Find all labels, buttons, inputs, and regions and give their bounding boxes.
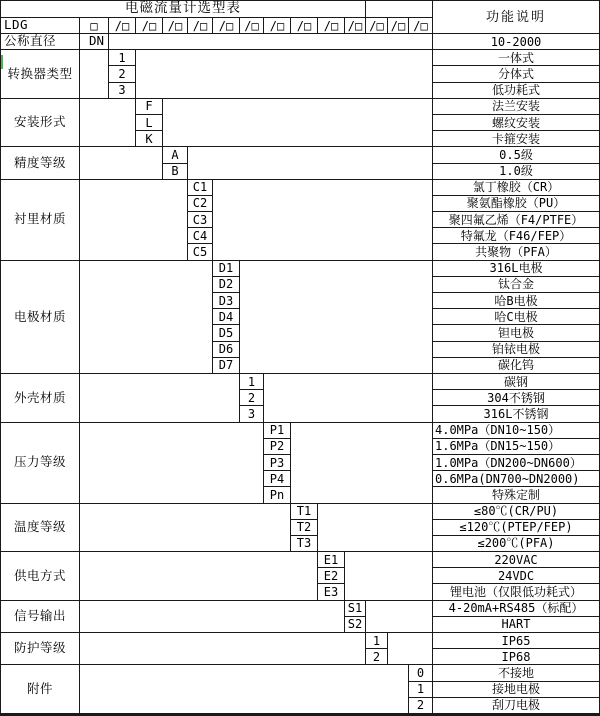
code-cell: P4 [264, 471, 291, 487]
model-slot-box: /□ [240, 18, 264, 34]
model-slot-box: /□ [213, 18, 240, 34]
code-cell: P3 [264, 455, 291, 471]
code-cell: D5 [213, 325, 240, 341]
group-label: 外壳材质 [1, 374, 80, 423]
code-cell: P1 [264, 423, 291, 439]
code-cell: 2 [366, 649, 388, 665]
desc-cell: 304不锈钢 [433, 390, 599, 406]
desc-cell: 特殊定制 [433, 487, 599, 503]
desc-cell: 哈C电极 [433, 309, 599, 325]
group-label: 附件 [1, 665, 80, 714]
table-title: 电磁流量计选型表 [1, 1, 366, 18]
desc-cell: 卡箍安装 [433, 131, 599, 147]
desc-cell: ≤200℃(PFA) [433, 536, 599, 552]
group-label: 压力等级 [1, 423, 80, 504]
code-cell: D6 [213, 342, 240, 358]
empty-span-cell [80, 601, 345, 633]
model-first-box: □ [80, 18, 109, 34]
code-cell: 2 [409, 698, 433, 714]
desc-cell: ≤120℃(PTEP/FEP) [433, 520, 599, 536]
code-cell: C5 [188, 244, 213, 260]
code-cell: T1 [291, 504, 318, 520]
empty-span-cell [80, 50, 109, 99]
empty-span-cell [318, 504, 433, 553]
model-slot-box: /□ [318, 18, 345, 34]
code-cell: 3 [109, 83, 136, 99]
group-label: 电极材质 [1, 261, 80, 374]
desc-cell: 低功耗式 [433, 83, 599, 99]
empty-span-cell [345, 552, 433, 601]
group-label: 安装形式 [1, 99, 80, 148]
empty-span-cell [80, 261, 213, 374]
empty-span-cell [80, 423, 264, 504]
desc-cell: ≤80℃(CR/PU) [433, 504, 599, 520]
code-cell: E1 [318, 552, 345, 568]
code-cell: 1 [409, 682, 433, 698]
desc-cell: 接地电极 [433, 682, 599, 698]
code-cell: P2 [264, 439, 291, 455]
desc-cell: 一体式 [433, 50, 599, 66]
empty-span-cell [80, 552, 318, 601]
desc-cell: 钽电极 [433, 325, 599, 341]
code-cell: S1 [345, 601, 366, 617]
model-slot-box: /□ [109, 18, 136, 34]
code-cell: B [163, 164, 188, 180]
model-slot-box: /□ [291, 18, 318, 34]
code-cell: D4 [213, 309, 240, 325]
model-slot-box: /□ [136, 18, 163, 34]
model-slot-box: /□ [345, 18, 366, 34]
empty-span-cell [80, 665, 409, 714]
group-label: 衬里材质 [1, 180, 80, 261]
desc-cell: 碳化钨 [433, 358, 599, 374]
desc-cell: 钛合金 [433, 277, 599, 293]
group-label: 公称直径 [1, 34, 80, 50]
desc-cell: 24VDC [433, 568, 599, 584]
desc-cell: 刮刀电极 [433, 698, 599, 714]
code-cell: E3 [318, 584, 345, 600]
function-column-header: 功能说明 [433, 1, 599, 34]
code-cell: 0 [409, 665, 433, 681]
empty-span-cell [163, 99, 433, 148]
empty-span-cell [80, 504, 291, 553]
code-cell: C1 [188, 180, 213, 196]
group-label: 温度等级 [1, 504, 80, 553]
code-cell: T2 [291, 520, 318, 536]
desc-cell: 聚四氟乙烯（F4/PTFE） [433, 212, 599, 228]
desc-cell: 1.0MPa（DN200~DN600） [433, 455, 599, 471]
desc-cell: 0.5级 [433, 147, 599, 163]
group-label: 防护等级 [1, 633, 80, 665]
code-cell: 1 [240, 374, 264, 390]
group-label: 供电方式 [1, 552, 80, 601]
code-cell: S2 [345, 617, 366, 633]
code-cell: F [136, 99, 163, 115]
code-cell: D1 [213, 261, 240, 277]
model-slot-box: /□ [264, 18, 291, 34]
code-cell: E2 [318, 568, 345, 584]
model-slot-box: /□ [188, 18, 213, 34]
empty-span-cell [240, 261, 433, 374]
empty-span-cell [264, 374, 433, 423]
desc-cell: 316L电极 [433, 261, 599, 277]
model-slot-box: /□ [366, 18, 388, 34]
empty-span-cell [188, 147, 433, 179]
desc-cell: 4.0MPa（DN10~150） [433, 423, 599, 439]
group-label: 精度等级 [1, 147, 80, 179]
code-cell: C4 [188, 228, 213, 244]
desc-cell: 哈B电极 [433, 293, 599, 309]
desc-cell: 分体式 [433, 66, 599, 82]
code-cell: L [136, 115, 163, 131]
model-slot-box: /□ [163, 18, 188, 34]
model-slot-box: /□ [409, 18, 433, 34]
desc-cell: 聚氨酯橡胶（PU） [433, 196, 599, 212]
code-cell: D2 [213, 277, 240, 293]
desc-cell: 法兰安装 [433, 99, 599, 115]
code-cell: D3 [213, 293, 240, 309]
desc-cell: 螺纹安装 [433, 115, 599, 131]
desc-cell: 特氟龙（F46/FEP） [433, 228, 599, 244]
code-cell: 1 [366, 633, 388, 649]
code-cell: C3 [188, 212, 213, 228]
empty-span-cell [213, 180, 433, 261]
empty-span-cell [80, 99, 136, 148]
empty-span-cell [136, 50, 433, 99]
desc-cell: 10-2000 [433, 34, 599, 50]
empty-span-cell [80, 374, 240, 423]
code-cell: 2 [240, 390, 264, 406]
code-cell: A [163, 147, 188, 163]
desc-cell: 共聚物（PFA） [433, 244, 599, 260]
desc-cell: 4-20mA+RS485（标配） [433, 601, 599, 617]
code-cell: Pn [264, 487, 291, 503]
code-cell: DN [80, 34, 109, 50]
empty-span-cell [291, 423, 433, 504]
desc-cell: 1.0级 [433, 164, 599, 180]
empty-span-cell [80, 633, 366, 665]
code-cell: 1 [109, 50, 136, 66]
desc-cell: HART [433, 617, 599, 633]
desc-cell: 220VAC [433, 552, 599, 568]
code-cell: D7 [213, 358, 240, 374]
desc-cell: IP65 [433, 633, 599, 649]
empty-span-cell [80, 147, 163, 179]
desc-cell: 不接地 [433, 665, 599, 681]
empty-span-cell [80, 180, 188, 261]
group-label: 信号输出 [1, 601, 80, 633]
desc-cell: 氯丁橡胶（CR） [433, 180, 599, 196]
desc-cell: 铂铱电极 [433, 342, 599, 358]
code-cell: 2 [109, 66, 136, 82]
desc-cell: 316L不锈钢 [433, 406, 599, 422]
code-cell: K [136, 131, 163, 147]
desc-cell: IP68 [433, 649, 599, 665]
code-cell: 3 [240, 406, 264, 422]
empty-span-cell [109, 34, 433, 50]
empty-span-cell [388, 633, 433, 665]
empty-span-cell [366, 601, 433, 633]
title-gap-cell [366, 1, 433, 18]
desc-cell: 碳钢 [433, 374, 599, 390]
desc-cell: 0.6MPa(DN700~DN2000) [433, 471, 599, 487]
code-cell: C2 [188, 196, 213, 212]
desc-cell: 锂电池（仅限低功耗式） [433, 584, 599, 600]
code-cell: T3 [291, 536, 318, 552]
model-prefix: LDG [1, 18, 80, 34]
group-label: 转换器类型 [1, 50, 80, 99]
model-slot-box: /□ [388, 18, 409, 34]
desc-cell: 1.6MPa（DN15~150） [433, 439, 599, 455]
